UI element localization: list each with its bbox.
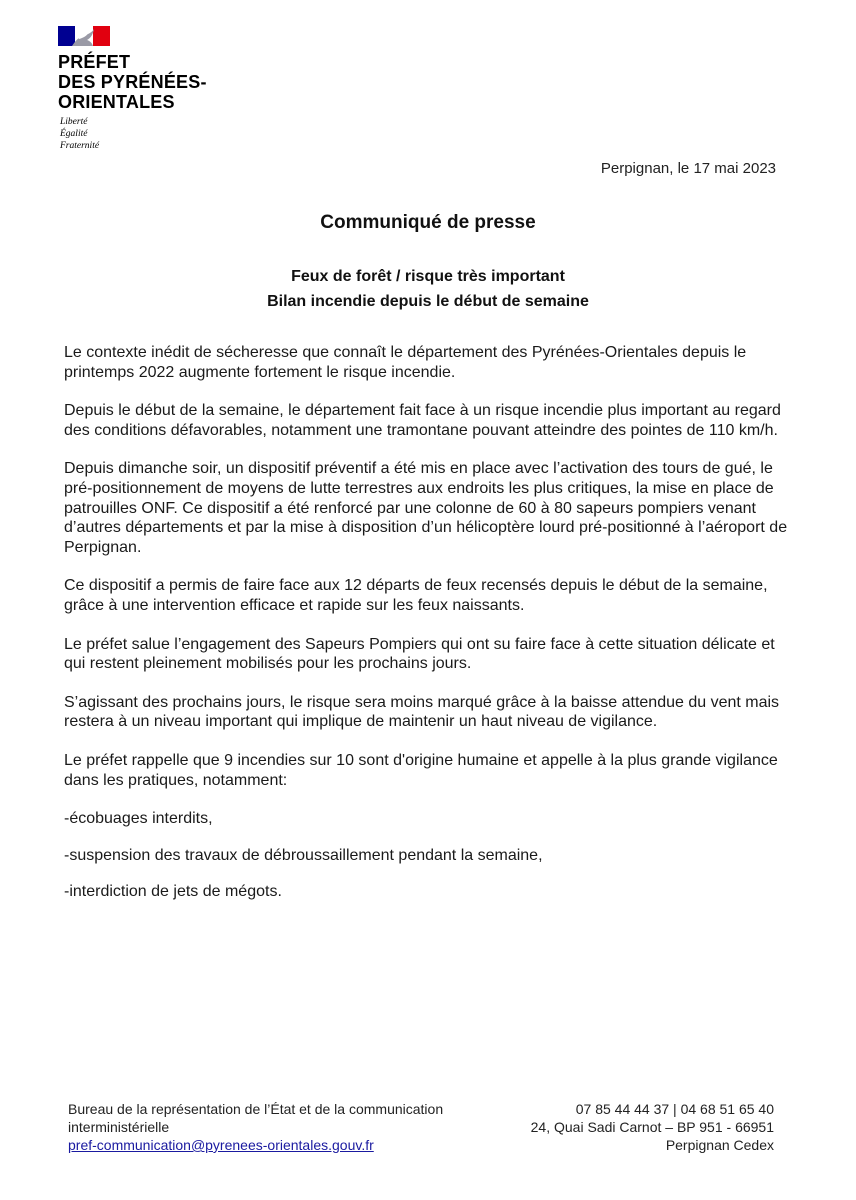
motto-egalite: Égalité (60, 129, 88, 139)
list-item: -écobuages interdits, (64, 810, 213, 828)
footer-office-line: interministérielle (68, 1119, 170, 1135)
paragraph: Le préfet salue l’engagement des Sapeurs Pompiers qui ont su faire face à cette situation délicate et qui restent pleinement mobilisés pour les prochains jours. (64, 635, 775, 673)
paragraph: Depuis le début de la semaine, le département fait face à un risque incendie plus important au regard des conditions défavorables, notamment une tramontane pouvant atteindre des pointes de 110 km/h. (64, 402, 781, 439)
footer-office (68, 1100, 508, 1154)
document-subtitle (0, 264, 856, 314)
prefecture-name-line: PRÉFET (58, 52, 131, 72)
list-item: -suspension des travaux de débroussaillement pendant la semaine, (64, 846, 543, 864)
paragraph: Le préfet rappelle que 9 incendies sur 10 sont d'origine humaine et appelle à la plus grande vigilance dans les pratiques, notamment: (64, 751, 778, 789)
paragraph: Ce dispositif a permis de faire face aux 12 départs de feux recensés depuis le début de la semaine, grâce à une intervention efficace et rapide sur les feux naissants. (64, 577, 768, 614)
prefecture-name-line: ORIENTALES (58, 92, 175, 112)
list-item: -interdiction de jets de mégots. (64, 883, 282, 901)
footer-address-line: Perpignan Cedex (665, 1137, 774, 1153)
footer-contact (531, 1100, 774, 1154)
republic-motto (60, 116, 99, 152)
paragraph: Depuis dimanche soir, un dispositif préventif a été mis en place avec l’activation des tours de gué, le pré-positionnement de moyens de lutte terrestres aux endroits les plus critiques, la mise en place de patrouilles ONF. Ce dispositif a été renforcé par une colonne de 60 à 80 sapeurs pompiers venant d’autres départements et par la mise à disposition d’un hélicoptère lourd pré-positionné à l’aéroport de Perpignan. (64, 460, 788, 556)
contact-email-link[interactable]: pref-communication@pyrenees-orientales.gouv.fr (68, 1137, 374, 1153)
marianne-logo-icon (58, 26, 110, 46)
prefecture-name-line: DES PYRÉNÉES- (58, 72, 207, 92)
footer-office-line: Bureau de la représentation de l’État et de la communication (68, 1101, 444, 1117)
paragraph: Le contexte inédit de sécheresse que connaît le département des Pyrénées-Orientales depuis le printemps 2022 augmente fortement le risque incendie. (64, 344, 747, 381)
footer-phones: 07 85 44 44 37 | 04 68 51 65 40 (575, 1101, 774, 1117)
footer-address-line: 24, Quai Sadi Carnot – BP 951 - 66951 (530, 1119, 774, 1135)
subtitle-line-2: Bilan incendie depuis le début de semaine (267, 293, 589, 310)
subtitle-line-1: Feux de forêt / risque très important (291, 268, 565, 285)
document-title: Communiqué de presse (320, 212, 536, 233)
motto-fraternite: Fraternité (60, 141, 100, 151)
motto-liberte: Liberté (60, 117, 88, 127)
prefecture-name (58, 52, 207, 112)
release-date: Perpignan, le 17 mai 2023 (600, 160, 776, 177)
release-body (64, 343, 794, 919)
paragraph: S’agissant des prochains jours, le risque sera moins marqué grâce à la baisse attendue du vent mais restera à un niveau important qui implique de maintenir un haut niveau de vigilance. (64, 693, 780, 731)
